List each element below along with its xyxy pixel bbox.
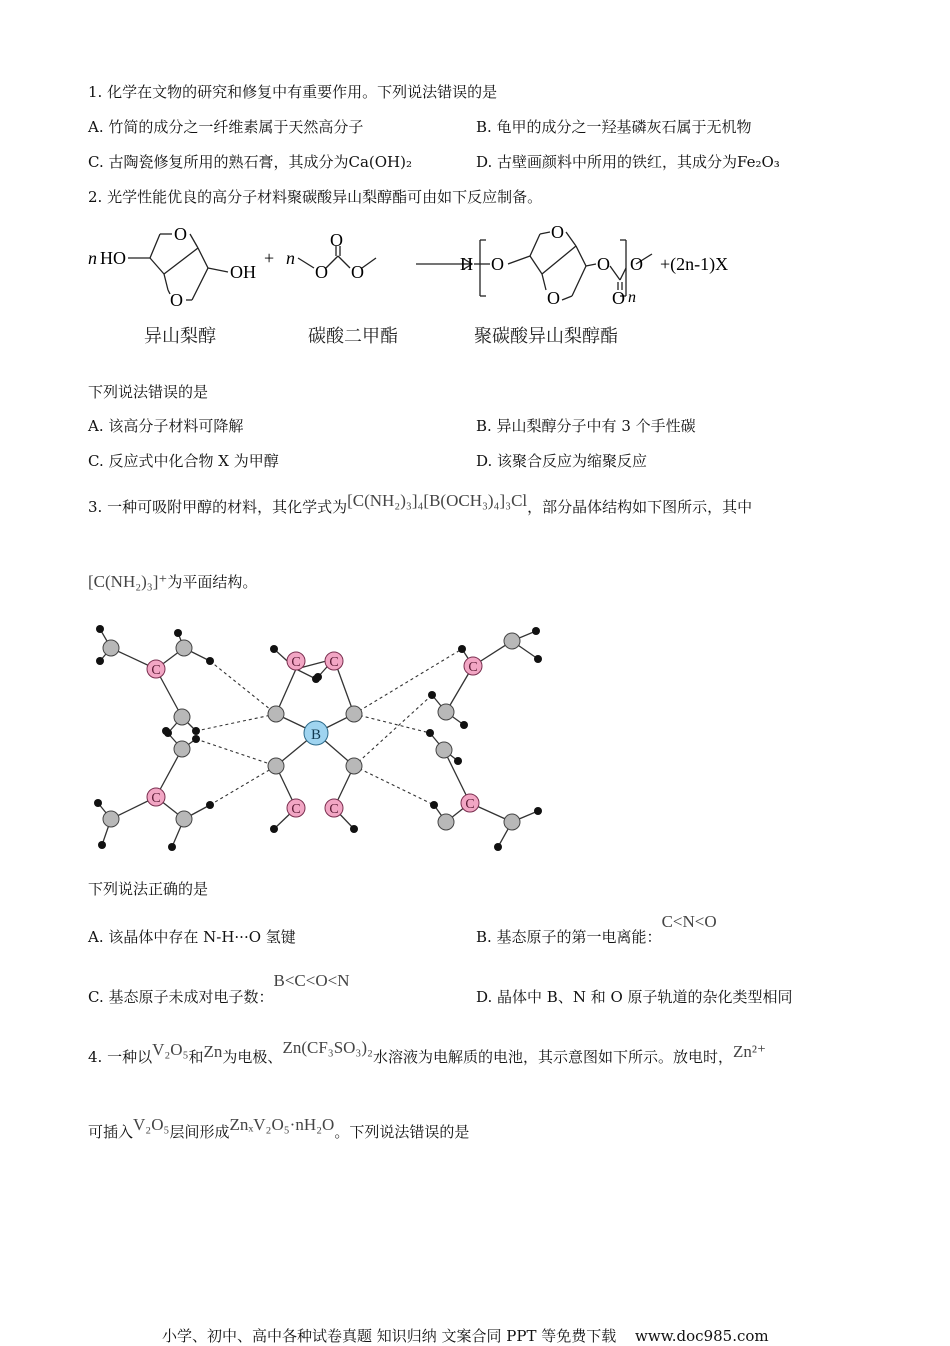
atom-h-1 xyxy=(96,657,104,665)
q2-prompt: 下列说法错误的是 xyxy=(88,383,209,401)
atom-grey-3 xyxy=(174,741,190,757)
crystal-structure-figure xyxy=(86,615,556,855)
reaction-scheme xyxy=(80,212,840,362)
q1-option-c: C. 古陶瓷修复所用的熟石膏，其成分为Ca(OH)₂ xyxy=(88,153,412,171)
q3-cation-tail: 为平面结构。 xyxy=(167,573,258,591)
atom-grey-8 xyxy=(268,758,284,774)
q3-cation-line xyxy=(88,572,257,592)
atom-h-12 xyxy=(270,645,278,653)
atom-h-15 xyxy=(270,825,278,833)
atom-grey-13 xyxy=(436,742,452,758)
q2-stem: 2. 光学性能优良的高分子材料聚碳酸异山梨醇酯可由如下反应制备。 xyxy=(88,188,543,206)
atom-h-7 xyxy=(192,735,200,743)
atom-h-23 xyxy=(454,757,462,765)
atom-grey-14 xyxy=(438,814,454,830)
footer-site[interactable]: www.doc985.com xyxy=(635,1327,769,1345)
atom-h-11 xyxy=(206,801,214,809)
dmc-o-3: O xyxy=(351,262,364,282)
q3-option-b-formula: C<N<O xyxy=(661,912,717,931)
dmc-n: n xyxy=(286,248,295,268)
atom-grey-1 xyxy=(176,640,192,656)
q3-stem-post: ，部分晶体结构如下图所示，其中 xyxy=(527,498,753,516)
q4-v2o5: V₂O₅ xyxy=(152,1040,189,1059)
q4-p7: 。下列说法错误的是 xyxy=(334,1123,470,1141)
q3-stem-pre: 3. 一种可吸附甲醇的材料，其化学式为 xyxy=(88,498,348,516)
footer xyxy=(162,1325,769,1346)
polymer-o-6: O xyxy=(630,254,643,274)
polymer-o-4: O xyxy=(597,254,610,274)
atom-grey-2 xyxy=(174,709,190,725)
atom-h-17 xyxy=(458,645,466,653)
q1-option-d: D. 古壁画颜料中所用的铁红，其成分为Fe₂O₃ xyxy=(476,153,780,171)
atom-c-label-6: C xyxy=(468,660,478,675)
ring-o-1: O xyxy=(174,224,187,244)
q4-stem xyxy=(88,1038,766,1067)
q4-zn2: Zn²⁺ xyxy=(732,1042,766,1061)
q2-option-c: C. 反应式中化合物 X 为甲醇 xyxy=(88,452,279,470)
atom-c-label-5: C xyxy=(329,802,339,817)
q3-option-a: A. 该晶体中存在 N-H···O 氢键 xyxy=(88,928,296,946)
plus-sign: + xyxy=(264,248,275,268)
dmc-o-2: O xyxy=(330,230,343,250)
q4-zn: Zn xyxy=(203,1042,223,1061)
q4-salt: Zn(CF₃SO₃)₂ xyxy=(282,1038,373,1057)
atom-h-14 xyxy=(314,673,322,681)
hydrogen-bond-0 xyxy=(210,661,276,714)
dmc-o-1: O xyxy=(315,262,328,282)
hydrogen-bond-3 xyxy=(196,739,276,766)
atom-h-6 xyxy=(162,727,170,735)
atom-c-label-4: C xyxy=(291,802,301,817)
atom-h-21 xyxy=(460,721,468,729)
atom-h-20 xyxy=(428,691,436,699)
atom-grey-0 xyxy=(103,640,119,656)
q4-p3: 为电极、 xyxy=(222,1048,283,1066)
q3-option-c-text: C. 基态原子未成对电子数： xyxy=(88,988,274,1006)
label-polymer: 聚碳酸异山梨醇酯 xyxy=(474,326,618,346)
q4-product: ZnₓV₂O₅·nH₂O xyxy=(229,1115,335,1134)
atom-grey-11 xyxy=(504,633,520,649)
q4-p4: 水溶液为电解质的电池，其示意图如下所示。放电时， xyxy=(372,1048,733,1066)
atom-h-24 xyxy=(430,801,438,809)
q3-option-b-text: B. 基态原子的第一电离能： xyxy=(476,928,662,946)
atom-h-9 xyxy=(98,841,106,849)
q4-p1: 4. 一种以 xyxy=(88,1048,153,1066)
atom-h-10 xyxy=(168,843,176,851)
hydrogen-bond-1 xyxy=(210,766,276,805)
reactant-n: n xyxy=(88,248,97,268)
atom-grey-9 xyxy=(346,758,362,774)
hydrogen-bond-7 xyxy=(354,766,434,805)
label-isosorbide: 异山梨醇 xyxy=(144,326,216,346)
q3-option-c-formula: B<C<O<N xyxy=(273,971,350,990)
atom-h-26 xyxy=(534,807,542,815)
atom-h-19 xyxy=(534,655,542,663)
q1-option-a: A. 竹简的成分之一纤维素属于天然高分子 xyxy=(88,118,364,136)
atom-h-18 xyxy=(532,627,540,635)
polymer-o-1: O xyxy=(491,254,504,274)
q4-p5: 可插入 xyxy=(88,1123,134,1141)
atom-h-8 xyxy=(94,799,102,807)
q3-option-d: D. 晶体中 B、N 和 O 原子轨道的杂化类型相同 xyxy=(476,988,793,1006)
atom-grey-15 xyxy=(504,814,520,830)
atom-h-22 xyxy=(426,729,434,737)
atom-grey-5 xyxy=(176,811,192,827)
q4-v2o5-b: V₂O₅ xyxy=(133,1115,170,1134)
atom-c-label-2: C xyxy=(291,655,301,670)
atom-c-label-3: C xyxy=(329,655,339,670)
polymer-o-2: O xyxy=(551,222,564,242)
q3-formula: [C(NH₂)₃]₄[B(OCH₃)₄]₃Cl xyxy=(347,491,528,510)
q1-stem: 1. 化学在文物的研究和修复中有重要作用。下列说法错误的是 xyxy=(88,83,498,101)
atom-grey-12 xyxy=(438,704,454,720)
atom-grey-7 xyxy=(346,706,362,722)
q3-cation: [C(NH₂)₃]⁺ xyxy=(88,572,168,591)
atom-c-label-7: C xyxy=(465,797,475,812)
label-dimethyl-carbonate: 碳酸二甲酯 xyxy=(308,326,398,346)
atom-h-2 xyxy=(174,629,182,637)
q2-option-b: B. 异山梨醇分子中有 3 个手性碳 xyxy=(476,417,696,435)
reactant-oh: OH xyxy=(230,262,256,282)
polymer-o-5: O xyxy=(612,288,625,308)
q3-option-b xyxy=(476,912,717,947)
q1-option-b: B. 龟甲的成分之一羟基磷灰石属于无机物 xyxy=(476,118,752,136)
q2-option-a: A. 该高分子材料可降解 xyxy=(88,417,244,435)
polymer-subscript-n: n xyxy=(628,289,636,306)
q3-stem xyxy=(88,491,753,517)
atom-grey-6 xyxy=(268,706,284,722)
q4-stem-2 xyxy=(88,1115,470,1142)
atom-h-0 xyxy=(96,625,104,633)
hydrogen-bond-2 xyxy=(196,714,276,731)
byproduct: +(2n-1)X xyxy=(660,254,729,274)
ring-o-2: O xyxy=(170,290,183,310)
polymer-h: H xyxy=(460,254,473,274)
q3-prompt: 下列说法正确的是 xyxy=(88,880,209,898)
q2-option-d: D. 该聚合反应为缩聚反应 xyxy=(476,452,648,470)
q4-p2: 和 xyxy=(188,1048,204,1066)
atom-c-label-0: C xyxy=(151,663,161,678)
atom-h-4 xyxy=(192,727,200,735)
atom-grey-4 xyxy=(103,811,119,827)
polymer-o-3: O xyxy=(547,288,560,308)
atom-b-label: B xyxy=(310,727,322,743)
q3-option-c xyxy=(88,971,350,1007)
atom-h-25 xyxy=(494,843,502,851)
hydrogen-bond-4 xyxy=(354,714,430,733)
atom-h-16 xyxy=(350,825,358,833)
q4-p6: 层间形成 xyxy=(169,1123,230,1141)
reactant-ho: HO xyxy=(100,248,126,268)
atom-h-3 xyxy=(206,657,214,665)
footer-text: 小学、初中、高中各种试卷真题 知识归纳 文案合同 PPT 等免费下载 xyxy=(162,1327,617,1345)
atom-c-label-1: C xyxy=(151,791,161,806)
